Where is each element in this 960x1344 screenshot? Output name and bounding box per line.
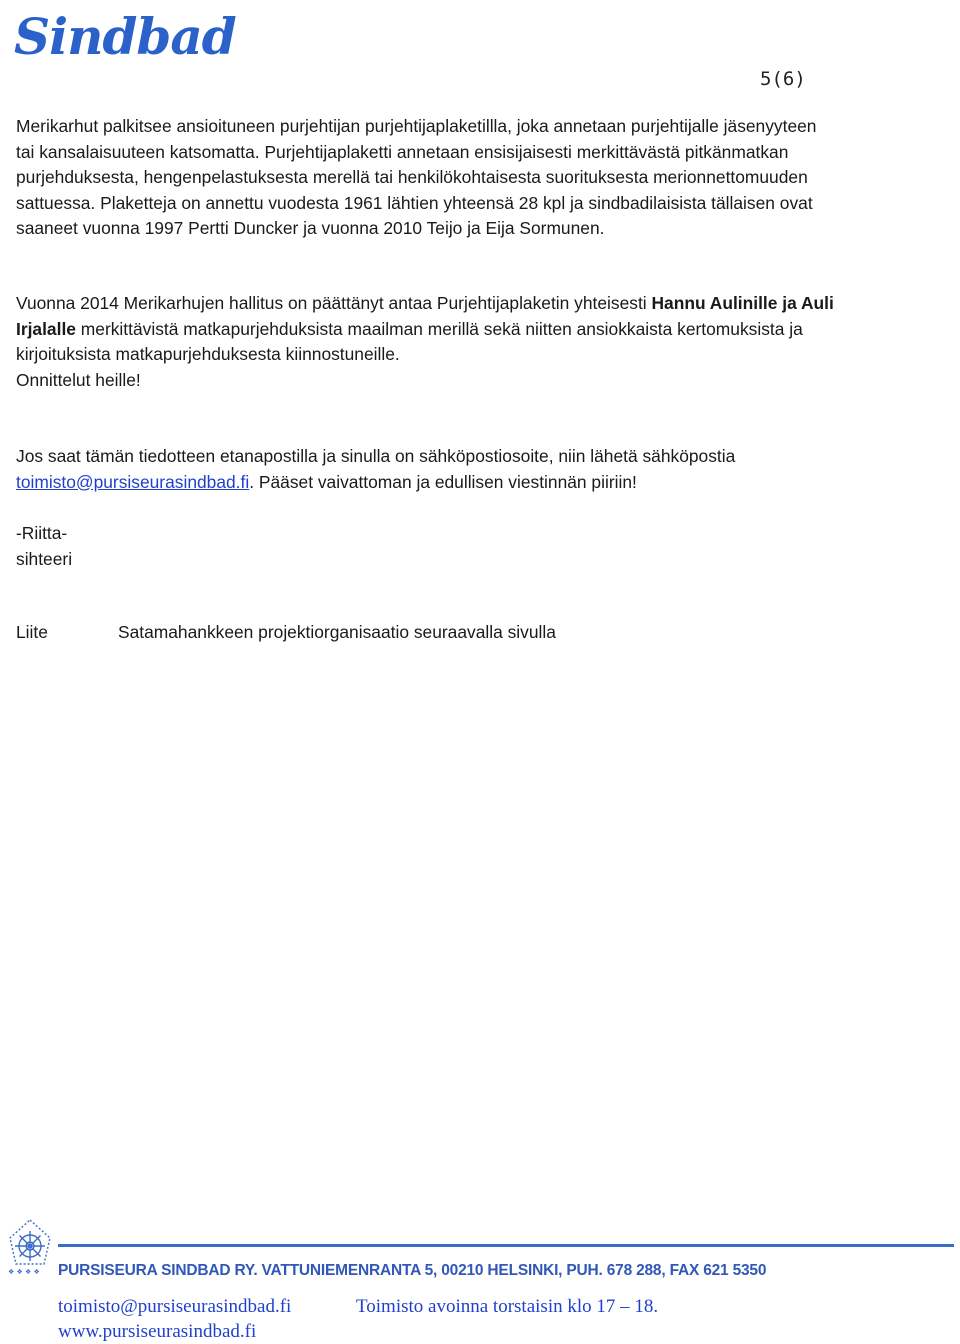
attachment-description: Satamahankkeen projektiorganisaatio seuraavalla sivulla	[118, 622, 556, 642]
signature-title: sihteeri	[16, 548, 73, 569]
email-request-after: . Pääset vaivattoman ja edullisen viestinnän piiriin!	[249, 471, 637, 492]
sindbad-logo	[12, 6, 236, 68]
signature	[16, 521, 72, 572]
award-text-after: merkittävistä matkapurjehduksista maailman merillä sekä niitten ansiokkaista kertomuksista ja kirjoituksista matkapurjehduksesta kiinnostuneille.	[16, 318, 803, 364]
svg-text:❖ ❖ ❖ ❖: ❖ ❖ ❖ ❖	[8, 1268, 40, 1276]
ship-wheel-emblem-icon	[4, 1216, 56, 1276]
email-link[interactable]: toimisto@pursiseurasindbad.fi	[16, 471, 250, 492]
page-number: 5(6)	[760, 68, 806, 90]
paragraph-merikarhut-text-b: Plaketteja on annettu vuodesta 1961 lähtien yhteensä 28 kpl ja sindbadilaisista tällaisen ovat saaneet vuonna 1997 Pertti Duncker ja vuonna 2010 Teijo ja Eija Sormunen.	[16, 192, 813, 238]
paragraph-email-request	[16, 444, 836, 495]
paragraph-award-2014	[16, 291, 836, 393]
award-recipients: Hannu Aulinille ja Auli Irjalalle	[16, 293, 834, 339]
footer-office-hours: Toimisto avoinna torstaisin klo 17 – 18.	[356, 1296, 659, 1317]
footer-website[interactable]: www.pursiseurasindbad.fi	[58, 1321, 257, 1342]
attachment-label: Liite	[16, 622, 48, 642]
signature-name: -Riitta-	[16, 523, 68, 543]
footer-divider	[58, 1244, 954, 1247]
footer-email[interactable]: toimisto@pursiseurasindbad.fi	[58, 1296, 292, 1317]
award-text-before: Vuonna 2014 Merikarhujen hallitus on päättänyt antaa Purjehtijaplaketin yhteisesti	[16, 293, 652, 313]
email-request-before: Jos saat tämän tiedotteen etanapostilla ja sinulla on sähköpostiosoite, niin lähetä sähköpostia	[16, 446, 736, 466]
footer-address: PURSISEURA SINDBAD RY. VATTUNIEMENRANTA 5, 00210 HELSINKI, PUH. 678 288, FAX 621 5350	[58, 1262, 767, 1279]
congratulations: Onnittelut heille!	[16, 369, 141, 390]
paragraph-merikarhut	[16, 114, 836, 242]
svg-text:Sindbad: Sindbad	[14, 7, 236, 66]
paragraph-merikarhut-text-a: Merikarhut palkitsee ansioituneen purjehtijan purjehtijaplaketillla, joka annetaan purjehtijalle jäsenyyteen tai kansalaisuuteen katsomatta. Purjehtijaplaketti annetaan ensisijaisesti merkittävästä pitkänmatkan purjehduksesta, hengenpelastuksesta merellä tai henkilökohtaisesta suorituksesta merionnettomuuden sattuessa.	[16, 116, 817, 213]
